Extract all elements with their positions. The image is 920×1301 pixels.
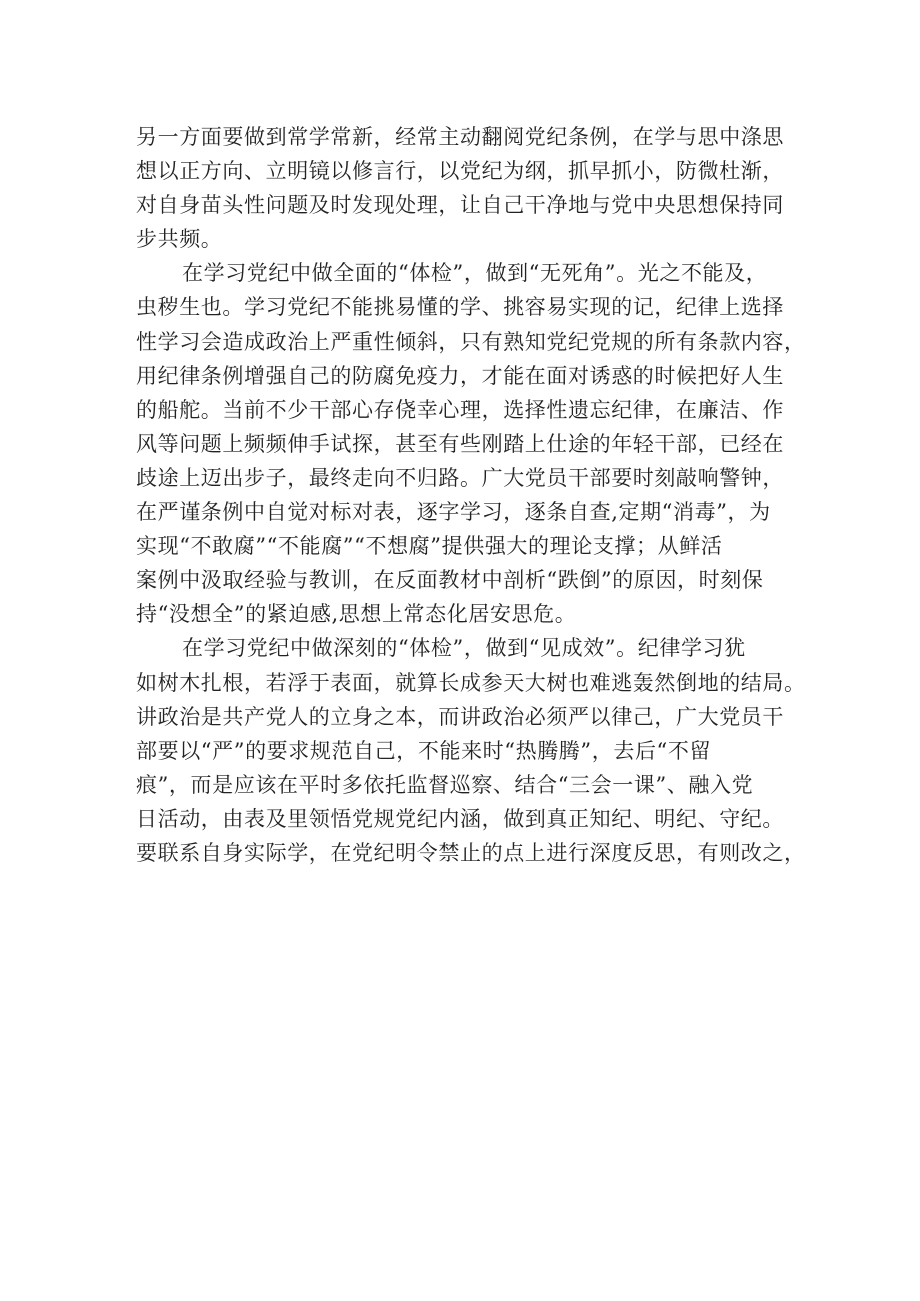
text-line: 痕”，而是应该在平时多依托监督巡察、结合“三会一课”、融入党 [136,772,754,797]
text-line: 讲政治是共产党人的立身之本，而讲政治必须严以律己，广大党员干 [136,704,784,729]
text-line: 如树木扎根，若浮于表面，就算长成参天大树也难逃轰然倒地的结局。 [136,670,806,695]
text-line: 持“没想全”的紧迫感,思想上常态化居安思危。 [136,602,577,627]
text-line: 在严谨条例中自觉对标对表，逐字学习，逐条自查,定期“消毒”，为 [136,500,771,525]
text-line: 另一方面要做到常学常新，经常主动翻阅党纪条例，在学与思中涤思 [136,125,784,149]
text-line: 性学习会造成政治上严重性倾斜，只有熟知党纪党规的所有条款内容， [136,329,806,354]
text-line: 歧途上迈出步子，最终走向不归路。广大党员干部要时刻敲响警钟， [136,465,784,490]
text-line: 案例中汲取经验与教训，在反面教材中剖析“跌倒”的原因，时刻保 [136,568,764,593]
text-line: 虫秽生也。学习党纪不能挑易懂的学、挑容易实现的记，纪律上选择 [136,295,784,320]
text-line: 的船舵。当前不少干部心存侥幸心理，选择性遗忘纪律，在廉洁、作 [136,397,784,422]
text-line: 实现“不敢腐”“不能腐”“不想腐”提供强大的理论支撑；从鲜活 [136,534,723,559]
document-body [136,120,806,870]
text-line: 部要以“严”的要求规范自己，不能来时“热腾腾”，去后“不留 [136,738,712,763]
text-line: 风等问题上频频伸手试探，甚至有些刚踏上仕途的年轻干部，已经在 [136,431,784,456]
text-line: 用纪律条例增强自己的防腐免疫力，才能在面对诱惑的时候把好人生 [136,363,784,388]
text-line: 想以正方向、立明镜以修言行，以党纪为纲，抓早抓小，防微杜渐， [136,159,784,184]
text-line: 步共频。 [136,227,223,252]
text-line: 对自身苗头性问题及时发现处理，让自己干净地与党中央思想保持同 [136,193,784,218]
text-line: 日活动，由表及里领悟党规党纪内涵，做到真正知纪、明纪、守纪。 [136,806,784,831]
paragraph-first-line: 在学习党纪中做深刻的“体检”，做到“见成效”。纪律学习犹 [182,636,746,661]
text-line: 要联系自身实际学，在党纪明令禁止的点上进行深度反思，有则改之， [136,840,806,865]
paragraph-first-line: 在学习党纪中做全面的“体检”，做到“无死角”。光之不能及， [182,261,768,286]
